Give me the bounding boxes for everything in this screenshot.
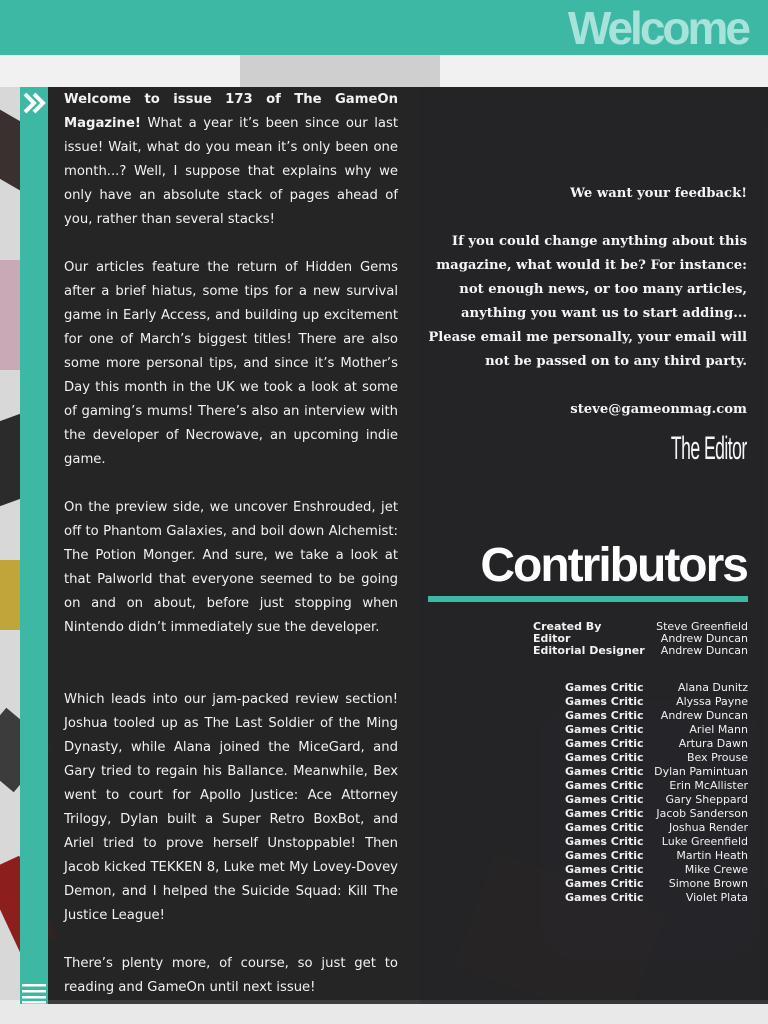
article-intro: [64, 88, 398, 232]
critic-row: [565, 765, 748, 779]
critic-role: Games Critic: [565, 807, 644, 820]
chevron-double-right-icon[interactable]: [23, 92, 47, 114]
critic-row: [565, 779, 748, 793]
critic-row: [565, 821, 748, 835]
article-paragraph-5: There’s plenty more, of course, so just get to reading and GameOn until next issue!: [64, 956, 398, 995]
critic-name: Joshua Render: [668, 821, 748, 834]
critic-role: Games Critic: [565, 793, 644, 806]
credit-row: [533, 645, 748, 657]
credit-name: Andrew Duncan: [660, 644, 748, 657]
contributors-divider: [428, 596, 748, 602]
credit-role: Editor: [533, 632, 571, 645]
critic-role: Games Critic: [565, 723, 644, 736]
critics-list: [565, 681, 748, 905]
page-title: Welcome: [567, 2, 748, 54]
critic-role: Games Critic: [565, 863, 644, 876]
feedback-email[interactable]: steve@gameonmag.com: [570, 402, 747, 417]
credit-name: Andrew Duncan: [660, 632, 748, 645]
critic-row: [565, 849, 748, 863]
critic-role: Games Critic: [565, 877, 644, 890]
critic-role: Games Critic: [565, 737, 644, 750]
critic-name: Alyssa Payne: [676, 695, 748, 708]
critic-row: [565, 695, 748, 709]
critic-role: Games Critic: [565, 891, 644, 904]
critic-name: Ariel Mann: [689, 723, 748, 736]
accent-bar: [20, 87, 48, 1004]
critic-role: Games Critic: [565, 709, 644, 722]
critic-row: [565, 835, 748, 849]
critic-role: Games Critic: [565, 779, 644, 792]
editor-signature: The Editor: [671, 430, 747, 466]
critic-role: Games Critic: [565, 695, 644, 708]
critic-row: [565, 751, 748, 765]
contributors-title: Contributors: [480, 539, 747, 592]
feedback-heading: We want your feedback!: [570, 186, 747, 201]
article-paragraph-3: On the preview side, we uncover Enshrouded, jet off to Phantom Galaxies, and boil down Alchemist: The Potion Monger. And sure, we take a look at that Palworld that everyone seemed to be going on and on about, before just stopping when Nintendo didn’t immediately sue the developer.: [64, 500, 398, 635]
header-bar: [0, 0, 768, 55]
critic-name: Luke Greenfield: [661, 835, 748, 848]
critic-role: Games Critic: [565, 751, 644, 764]
critic-role: Games Critic: [565, 765, 644, 778]
feedback-body: If you could change anything about this magazine, what would it be? For instance: not enough news, or too many articles, anything you want us to start adding... Please email me personally, your email will not be passed on to any third party.: [428, 234, 747, 369]
article-paragraph-1: What a year it’s been since our last issue! Wait, what do you mean it’s only been one month...? Well, I suppose that explains why we only have an absolute stack of pages ahead of you, rather than several stacks!: [64, 116, 398, 227]
critic-role: Games Critic: [565, 681, 644, 694]
critic-name: Gary Sheppard: [665, 793, 748, 806]
critic-name: Bex Prouse: [686, 751, 748, 764]
critic-name: Mike Crewe: [684, 863, 748, 876]
critic-row: [565, 709, 748, 723]
critic-role: Games Critic: [565, 821, 644, 834]
critic-name: Dylan Pamintuan: [654, 765, 748, 778]
critic-row: [565, 793, 748, 807]
critic-row: [565, 737, 748, 751]
critic-row: [565, 807, 748, 821]
article-lead: Welcome to issue 173 of The GameOn Magazine!: [64, 92, 398, 131]
critic-row: [565, 891, 748, 905]
feedback-section: [428, 182, 747, 446]
credit-role: Created By: [533, 620, 602, 633]
credits-list: [533, 621, 748, 657]
critic-name: Jacob Sanderson: [656, 807, 748, 820]
critic-row: [565, 877, 748, 891]
critic-name: Simone Brown: [668, 877, 748, 890]
credit-role: Editorial Designer: [533, 644, 645, 657]
article-paragraph-4: Which leads into our jam-packed review section! Joshua tooled up as The Last Soldier of the Ming Dynasty, while Alana joined the MiceGard, and Gary tried to regain his Ballance. Meanwhile, Bex went to court for Apollo Justice: Ace Attorney Trilogy, Dylan built a Super Retro BoxBot, and Ariel tried to prove herself Unstoppable! Then Jacob kicked TEKKEN 8, Luke met My Lovey-Dovey Demon, and I helped the Suicide Squad: Kill The Justice League!: [64, 692, 398, 923]
critic-name: Violet Plata: [685, 891, 748, 904]
critic-role: Games Critic: [565, 835, 644, 848]
critic-role: Games Critic: [565, 849, 644, 862]
critic-name: Andrew Duncan: [660, 709, 748, 722]
critic-row: [565, 723, 748, 737]
editorial-article: [64, 88, 398, 1024]
critic-name: Alana Dunitz: [677, 681, 748, 694]
credit-name: Steve Greenfield: [656, 620, 748, 633]
critic-row: [565, 863, 748, 877]
critic-row: [565, 681, 748, 695]
article-paragraph-2: Our articles feature the return of Hidden Gems after a brief hiatus, some tips for a new survival game in Early Access, and building up excitement for one of March’s biggest titles! There are also some more personal tips, and since it’s Mother’s Day this month in the UK we took a look at some of gaming’s mums! There’s also an interview with the developer of Necrowave, an upcoming indie game.: [64, 260, 398, 467]
critic-name: Martin Heath: [676, 849, 748, 862]
menu-icon[interactable]: [21, 982, 47, 1004]
critic-name: Artura Dawn: [678, 737, 748, 750]
critic-name: Erin McAllister: [669, 779, 748, 792]
